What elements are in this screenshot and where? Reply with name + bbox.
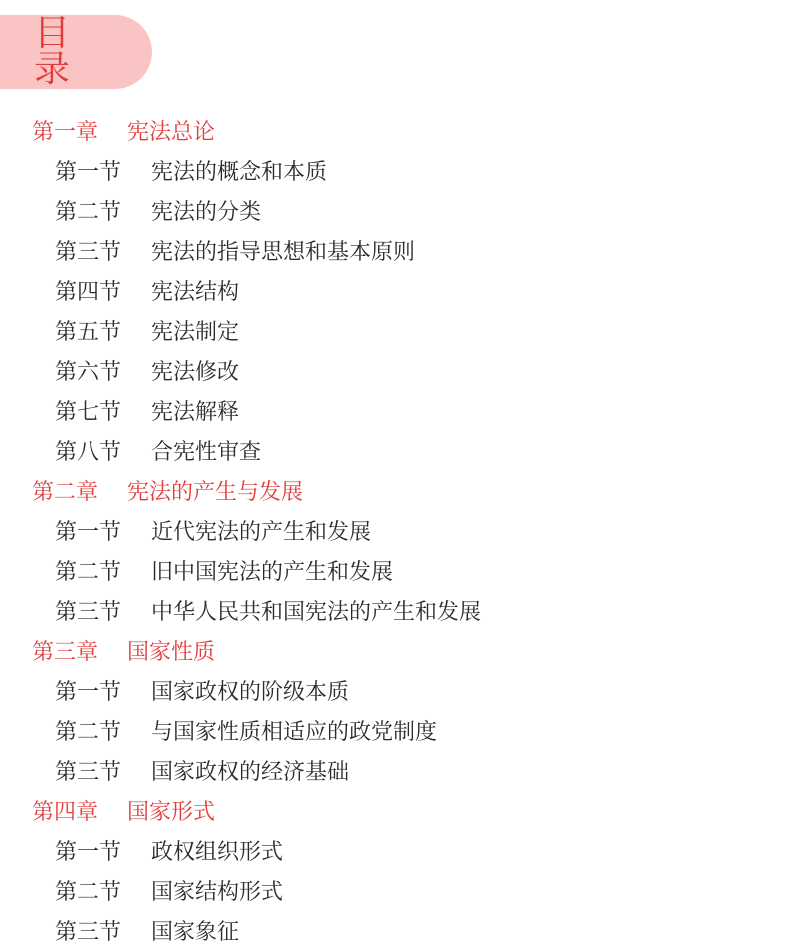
section-title: 政权组织形式	[151, 839, 284, 865]
toc-header	[0, 15, 152, 89]
section-entry[interactable]	[0, 670, 790, 710]
section-number: 第二节	[55, 719, 122, 745]
section-entry[interactable]	[0, 710, 790, 750]
section-entry[interactable]	[0, 590, 790, 630]
chapter-number: 第三章	[32, 639, 99, 665]
section-number: 第五节	[55, 319, 122, 345]
section-number: 第六节	[55, 359, 122, 385]
section-entry[interactable]	[0, 870, 790, 910]
section-title: 合宪性审查	[151, 439, 262, 465]
chapter-title: 国家性质	[127, 639, 216, 665]
section-number: 第八节	[55, 439, 122, 465]
section-number: 第三节	[55, 759, 122, 785]
section-entry[interactable]	[0, 350, 790, 390]
section-title: 宪法的概念和本质	[151, 159, 328, 185]
section-entry[interactable]	[0, 830, 790, 870]
section-title: 近代宪法的产生和发展	[151, 519, 372, 545]
section-number: 第三节	[55, 239, 122, 265]
section-title: 国家结构形式	[151, 879, 284, 905]
chapter-3	[0, 630, 790, 790]
section-title: 宪法的指导思想和基本原则	[151, 239, 416, 265]
section-title: 宪法结构	[151, 279, 240, 305]
page-title: 目 录	[34, 13, 83, 90]
section-title: 与国家性质相适应的政党制度	[151, 719, 438, 745]
section-number: 第一节	[55, 839, 122, 865]
section-title: 宪法解释	[151, 399, 240, 425]
chapter-2	[0, 470, 790, 630]
section-number: 第四节	[55, 279, 122, 305]
section-number: 第一节	[55, 679, 122, 705]
section-entry[interactable]	[0, 190, 790, 230]
section-entry[interactable]	[0, 910, 790, 950]
chapter-title: 宪法的产生与发展	[127, 479, 304, 505]
chapter-heading[interactable]	[0, 630, 790, 670]
section-title: 宪法修改	[151, 359, 240, 385]
section-number: 第二节	[55, 199, 122, 225]
section-entry[interactable]	[0, 150, 790, 190]
section-number: 第一节	[55, 519, 122, 545]
section-entry[interactable]	[0, 270, 790, 310]
section-number: 第七节	[55, 399, 122, 425]
section-number: 第一节	[55, 159, 122, 185]
chapter-4	[0, 790, 790, 950]
section-title: 宪法的分类	[151, 199, 262, 225]
section-entry[interactable]	[0, 510, 790, 550]
chapter-number: 第一章	[32, 119, 99, 145]
section-title: 国家政权的经济基础	[151, 759, 350, 785]
table-of-contents	[0, 110, 790, 950]
section-title: 国家象征	[151, 919, 240, 945]
chapter-title: 宪法总论	[127, 119, 216, 145]
section-entry[interactable]	[0, 390, 790, 430]
section-title: 宪法制定	[151, 319, 240, 345]
section-number: 第三节	[55, 599, 122, 625]
section-entry[interactable]	[0, 550, 790, 590]
section-title: 国家政权的阶级本质	[151, 679, 350, 705]
chapter-heading[interactable]	[0, 790, 790, 830]
chapter-heading[interactable]	[0, 110, 790, 150]
section-number: 第三节	[55, 919, 122, 945]
section-title: 中华人民共和国宪法的产生和发展	[151, 599, 482, 625]
section-entry[interactable]	[0, 230, 790, 270]
chapter-number: 第二章	[32, 479, 99, 505]
chapter-number: 第四章	[32, 799, 99, 825]
section-entry[interactable]	[0, 310, 790, 350]
chapter-title: 国家形式	[127, 799, 216, 825]
section-title: 旧中国宪法的产生和发展	[151, 559, 394, 585]
section-number: 第二节	[55, 879, 122, 905]
section-entry[interactable]	[0, 430, 790, 470]
section-entry[interactable]	[0, 750, 790, 790]
section-number: 第二节	[55, 559, 122, 585]
chapter-1	[0, 110, 790, 470]
chapter-heading[interactable]	[0, 470, 790, 510]
